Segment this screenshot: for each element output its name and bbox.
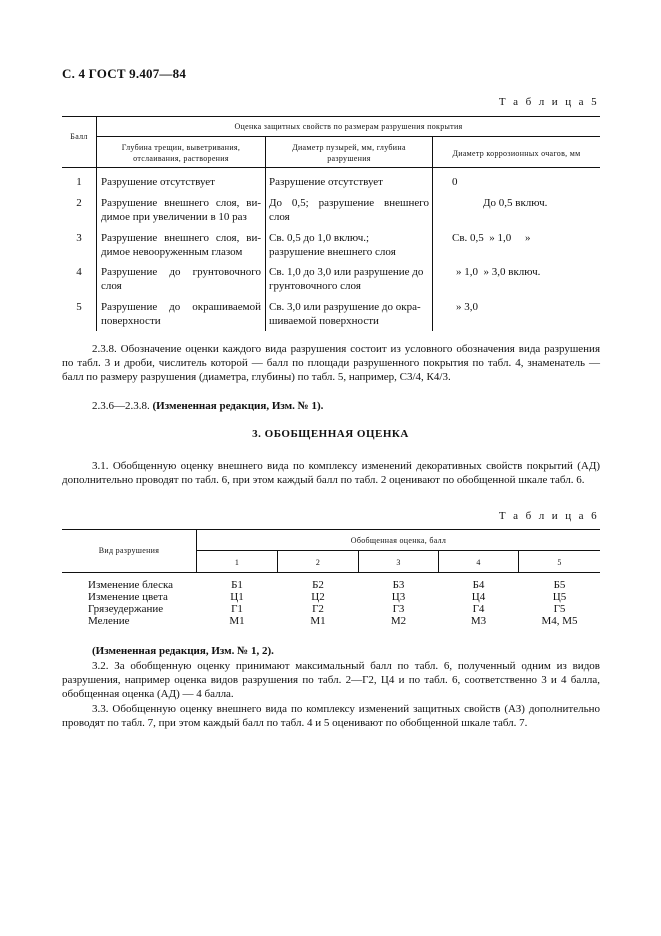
table6-top-rule [62,529,600,530]
table5-top-rule [62,116,600,117]
table5-r3-c1: Разрушение внешнего слоя, ви- димое невооруженным глазом [101,232,261,258]
table6-r2-v5: Ц5 [552,591,567,603]
table5-group-rule [96,136,600,137]
table5-ball-3: 3 [76,232,82,244]
table6-r2-v3: Ц3 [391,591,406,603]
amendment-note-1-2: (Измененная редакция, Изм. № 1, 2). [92,645,274,657]
table5-r4-c3: » 1,0 » 3,0 включ. [456,266,541,278]
table6-col-5: 5 [557,558,562,567]
paragraph-2-3-8: 2.3.8. Обозначение оценки каждого вида разрушения состоит из условного обозначения вида разрушения по табл. 3 и дроби, числитель которой — балл по площади разрушенного покрытия по табл. 4, знаменатель — балл по размеру разрушения (диаметра, глубины) по табл. 5, например, С3/4, К4/3. [62,343,600,384]
table6-r2-v2: Ц2 [311,591,325,603]
table6-r1-v1: Б1 [231,579,243,591]
table6-r3-v2: Г2 [312,603,324,615]
table5-col1-header: Глубина трещин, выветривания, отслаивания, растворения [121,143,241,163]
table5-ball-4: 4 [76,266,82,278]
table5-r5-c1: Разрушение до окрашиваемой поверхности [101,301,261,327]
table5-ball-5: 5 [76,301,82,313]
table6-r3-v5: Г5 [553,603,566,615]
table6-col-4: 4 [476,558,481,567]
table5-r4-c2: Св. 1,0 до 3,0 или разрушение до грунтовочного слоя [269,266,424,292]
paragraph-3-2: 3.2. За обобщенную оценку принимают максимальный балл по табл. 6, полученный одним из видов разрушения, например оценка видов разрушения по табл. 2—Г2, Ц4 и по табл. 6, соответственно 3 и 4 балла, обобщенная оценка (АД) — 4 балла. [62,660,600,701]
table6-caption: Т а б л и ц а 6 [498,510,599,522]
table5-r3-c3: Св. 0,5 » 1,0 » [452,232,531,244]
table5-r2-c2: До 0,5; разрушение внешнего слоя [269,197,429,223]
table5-col2-header: Диаметр пузырей, мм, глубина разрушения [292,143,406,163]
table6-r4-v2: М1 [310,615,326,627]
paragraph-3-3: 3.3. Обобщенную оценку внешнего вида по комплексу изменений защитных свойств (АЗ) дополнительно проводят по табл. 7, при этом каждый балл по табл. 4 и 5 оценивают по обобщенной шкале табл. 7. [62,703,600,730]
table6-r1-v3: Б3 [392,579,405,591]
table6-r2-v4: Ц4 [471,591,486,603]
table6-col-2: 2 [315,558,321,567]
page-header: С. 4 ГОСТ 9.407—84 [62,66,187,81]
table5-header-rule [62,167,600,168]
table6-r3-v1: Г1 [231,603,243,615]
table6-header-rule [62,572,600,573]
table5-r1-c3: 0 [452,176,458,188]
table5-r5-c2: Св. 3,0 или разрушение до окра- шиваемой поверхности [269,301,421,327]
table6-group-rule [196,550,600,551]
table6-row-name-2: Изменение цвета [88,591,168,603]
paragraph-3-1: 3.1. Обобщенную оценку внешнего вида по комплексу изменений декоративных свойств покрытий (АД) дополнительно проводят по табл. 6, при этом каждый балл по табл. 2 оценивают по обобщенной шкале табл. 6. [62,460,600,487]
table6-r3-v3: Г3 [392,603,405,615]
paragraph-2-3-6-amend: 2.3.6—2.3.8. (Измененная редакция, Изм. № 1). [92,400,324,412]
table6-col-3: 3 [396,558,401,567]
table6-r1-v5: Б5 [553,579,566,591]
table5-r4-c1: Разрушение до грунтовочного слоя [101,266,261,292]
table5-ball-2: 2 [76,197,82,209]
table5-col-ball: Балл [70,132,88,141]
table6-row-name-1: Изменение блеска [88,579,174,591]
table5-r2-c1: Разрушение внешнего слоя, ви- димое при увеличении в 10 раз [101,197,261,223]
table6-r1-v4: Б4 [472,579,485,591]
table6-r2-v1: Ц1 [230,591,244,603]
table6-r1-v2: Б2 [312,579,324,591]
table5-group-header: Оценка защитных свойств по размерам разрушения покрытия [234,122,463,131]
table6-r4-v1: М1 [229,615,245,627]
table6-group-header: Обобщенная оценка, балл [350,536,447,545]
table6-r4-v5: М4, М5 [541,615,578,627]
table5-col3-header: Диаметр коррозионных очагов, мм [452,149,581,158]
table5-r5-c3: » 3,0 [456,301,478,313]
table6-r3-v4: Г4 [472,603,485,615]
table5-r1-c2: Разрушение отсутствует [269,176,383,188]
table5-vrule-3 [432,137,433,331]
table5-ball-1: 1 [76,176,82,188]
table6-row-name-3: Грязеудержание [88,603,164,615]
table5-r2-c3: До 0,5 включ. [483,197,548,209]
table6-col-1: 1 [234,558,240,567]
table5-vrule-2 [265,137,266,331]
table6-col-type: Вид разрушения [98,546,160,555]
table6-r4-v3: М2 [390,615,407,627]
section-3-title: 3. ОБОБЩЕННАЯ ОЦЕНКА [252,428,409,440]
table5-r1-c1: Разрушение отсутствует [101,176,215,188]
table5-caption: Т а б л и ц а 5 [498,96,599,108]
table5-r3-c2: Св. 0,5 до 1,0 включ.; разрушение внешнего слоя [269,232,396,258]
table6-row-name-4: Меление [88,615,130,627]
table6-r4-v4: М3 [470,615,487,627]
